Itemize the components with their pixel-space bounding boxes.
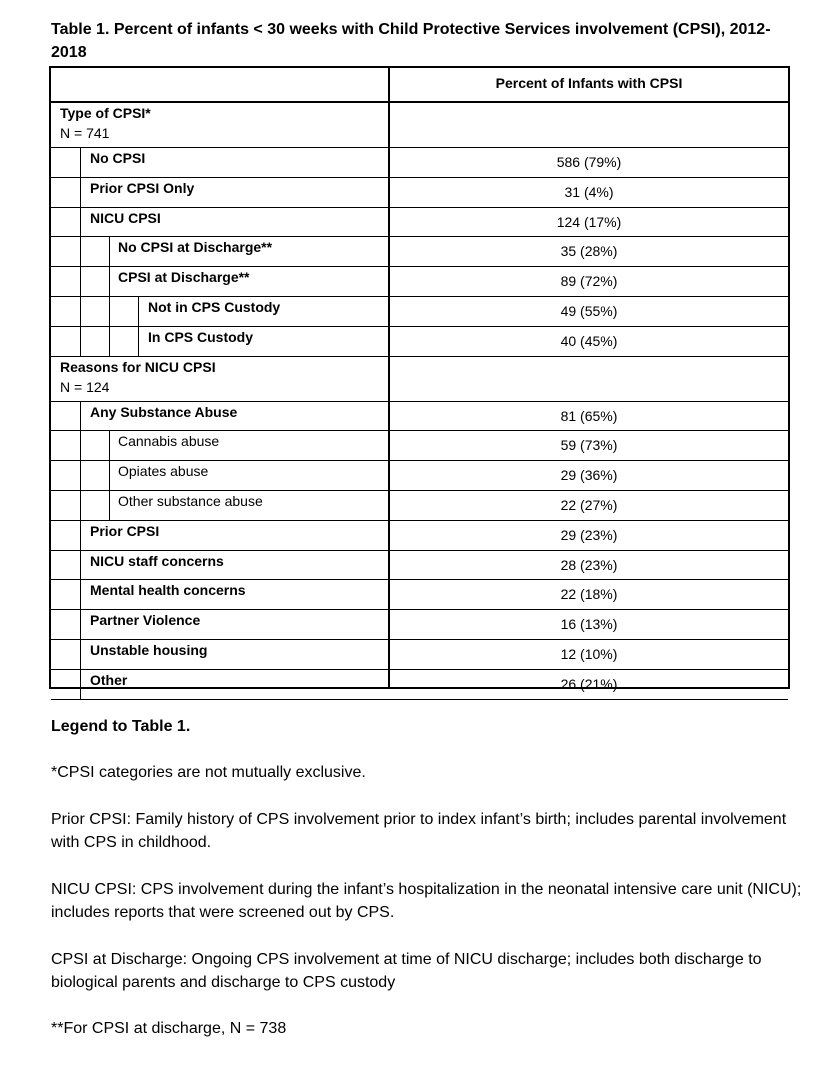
row-value: 12 (10%) (560, 646, 618, 662)
row-label: Partner Violence (90, 612, 201, 629)
row-value: 59 (73%) (560, 437, 618, 454)
indent-line (80, 670, 81, 700)
indent-line (80, 208, 81, 238)
section-label (60, 357, 216, 397)
row-label: CPSI at Discharge** (118, 269, 250, 286)
row-value: 28 (23%) (560, 556, 618, 573)
row-value: 31 (4%) (564, 183, 614, 200)
indent-line (109, 491, 110, 521)
row-label: No CPSI at Discharge** (118, 239, 273, 256)
row-value: 29 (36%) (560, 467, 618, 484)
table-row (51, 148, 788, 178)
legend-note: NICU CPSI: CPS involvement during the infant’s hospitalization in the neonatal intensive care unit (NICU); includes reports that were screened out by CPS. (51, 881, 802, 921)
indent-line (80, 521, 81, 551)
table-row (51, 521, 788, 551)
table-row (51, 670, 788, 700)
row-value: 22 (18%) (560, 586, 618, 603)
section-header-row (51, 103, 788, 148)
row-value: 124 (17%) (556, 213, 622, 230)
row-label: Other substance abuse (118, 493, 263, 509)
row-label: Prior CPSI (90, 522, 160, 539)
indent-line (80, 491, 81, 521)
column-header: Percent of Infants with CPSI (495, 75, 683, 91)
table-row (51, 610, 788, 640)
table-row (51, 327, 788, 357)
row-label: No CPSI (90, 150, 146, 166)
indent-line (80, 461, 81, 491)
legend-note: CPSI at Discharge: Ongoing CPS involvement at time of NICU discharge; includes both discharge to biological parents and discharge to CPS custody (51, 951, 762, 991)
section-label (60, 103, 151, 143)
table-row (51, 402, 788, 432)
indent-line (80, 327, 81, 357)
row-value: 89 (72%) (560, 273, 618, 290)
indent-line (80, 297, 81, 327)
indent-line (80, 148, 81, 178)
row-value: 49 (55%) (560, 303, 618, 319)
row-value: 40 (45%) (560, 332, 618, 349)
row-label: Any Substance Abuse (90, 403, 238, 420)
table-row (51, 461, 788, 491)
row-value: 35 (28%) (560, 243, 618, 260)
table-row (51, 551, 788, 581)
indent-line (109, 297, 110, 327)
indent-line (109, 431, 110, 461)
indent-line (109, 327, 110, 357)
indent-line (80, 237, 81, 267)
section-title: Reasons for NICU CPSI (60, 358, 216, 375)
indent-line (138, 297, 139, 327)
legend-note: Prior CPSI: Family history of CPS involvement prior to index infant’s birth; includes parental involvement with CPS in childhood. (51, 811, 787, 851)
row-value: 29 (23%) (560, 526, 618, 543)
indent-line (80, 402, 81, 432)
indent-line (109, 237, 110, 267)
indent-line (80, 610, 81, 640)
row-value: 586 (79%) (556, 154, 622, 170)
legend-note: **For CPSI at discharge, N = 738 (51, 1020, 287, 1037)
row-label: Other (90, 671, 128, 688)
row-label: Mental health concerns (90, 582, 246, 599)
row-value: 22 (27%) (560, 497, 618, 513)
indent-line (80, 640, 81, 670)
row-value: 81 (65%) (560, 407, 618, 424)
indent-line (80, 178, 81, 208)
section-n: N = 124 (60, 378, 110, 395)
table-row (51, 267, 788, 297)
table-row (51, 640, 788, 670)
indent-line (109, 267, 110, 297)
indent-line (80, 267, 81, 297)
indent-line (80, 580, 81, 610)
row-label: NICU staff concerns (90, 552, 224, 569)
row-label: In CPS Custody (148, 328, 254, 345)
indent-line (80, 431, 81, 461)
table-row (51, 580, 788, 610)
section-title: Type of CPSI* (60, 105, 151, 121)
row-label: Unstable housing (90, 642, 208, 658)
indent-line (80, 551, 81, 581)
row-label: Opiates abuse (118, 463, 209, 480)
row-label: Not in CPS Custody (148, 299, 281, 315)
legend-heading: Legend to Table 1. (51, 718, 191, 735)
table-title: Table 1. Percent of infants < 30 weeks with Child Protective Services involvement (CPSI), 2012-2018 (51, 21, 771, 61)
cpsi-table (49, 66, 790, 692)
row-value: 16 (13%) (560, 616, 618, 633)
legend-note: *CPSI categories are not mutually exclusive. (51, 764, 366, 781)
row-label: NICU CPSI (90, 209, 161, 226)
table-header-row (51, 68, 788, 103)
row-label: Prior CPSI Only (90, 179, 195, 196)
indent-line (138, 327, 139, 357)
table-row (51, 297, 788, 327)
table-row (51, 208, 788, 238)
section-n: N = 741 (60, 125, 110, 141)
indent-line (109, 461, 110, 491)
row-value: 26 (21%) (560, 675, 618, 692)
section-header-row (51, 357, 788, 402)
table-row (51, 431, 788, 461)
table-row (51, 491, 788, 521)
row-label: Cannabis abuse (118, 433, 220, 450)
table-row (51, 178, 788, 208)
table-row (51, 237, 788, 267)
